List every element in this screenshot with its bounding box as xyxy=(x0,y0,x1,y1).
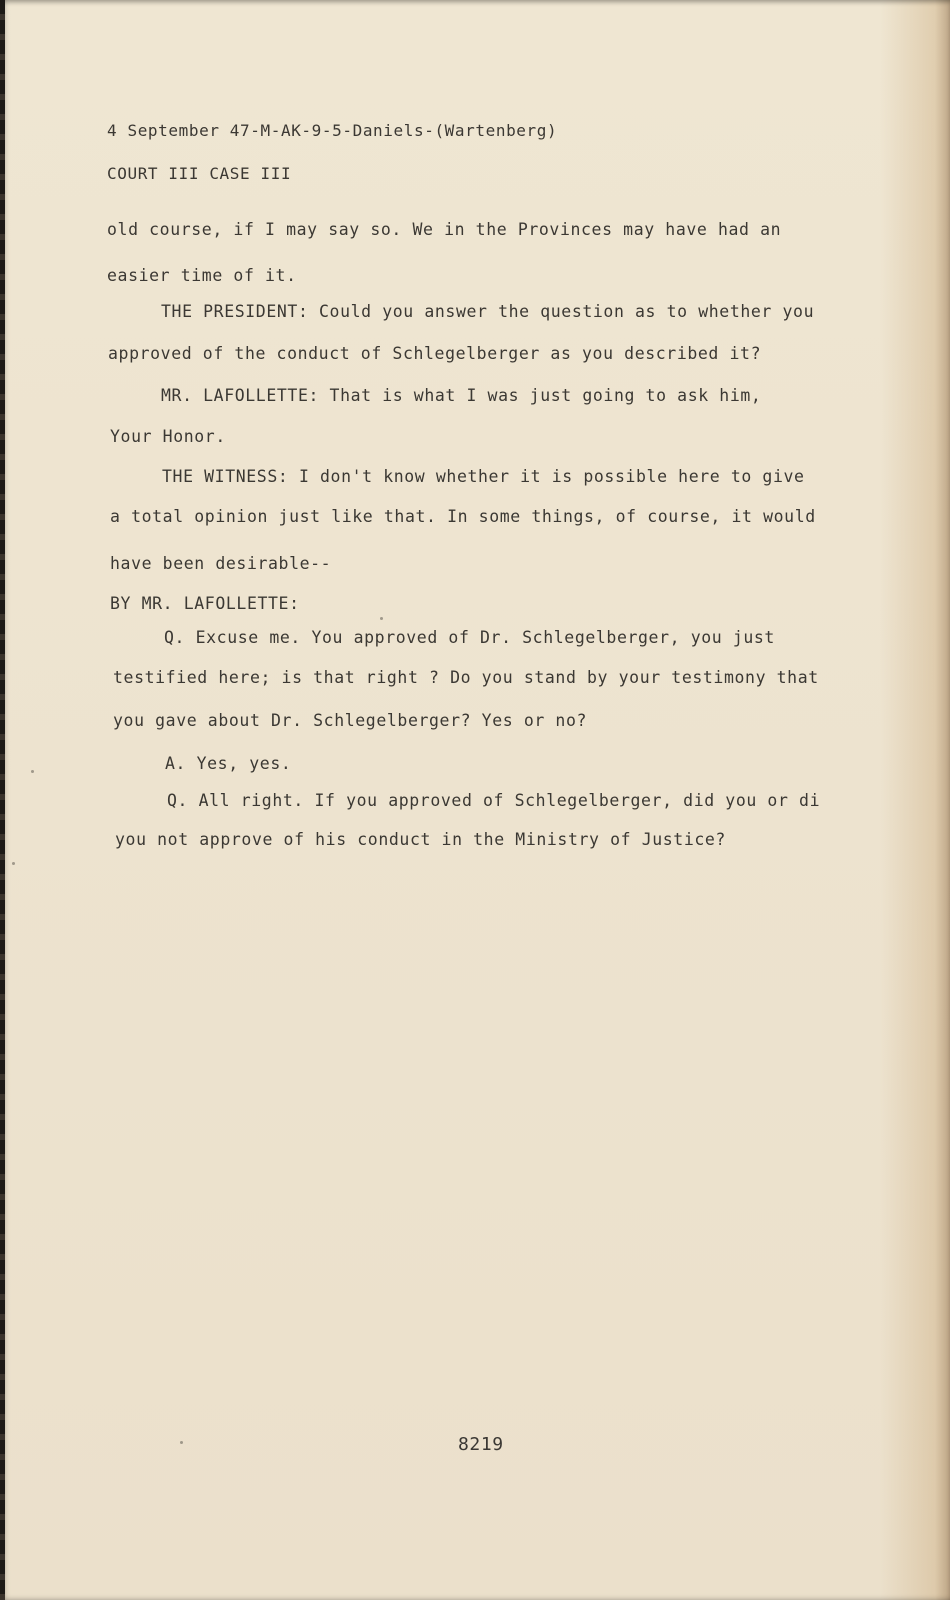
body-line: Your Honor. xyxy=(110,427,226,446)
body-line: A. Yes, yes. xyxy=(165,754,292,773)
binding-edge xyxy=(0,0,5,1600)
paper-speck xyxy=(31,770,34,773)
paper-speck xyxy=(380,617,383,620)
page-number: 8219 xyxy=(458,1434,504,1455)
body-line: Q. Excuse me. You approved of Dr. Schlegelberger, you just xyxy=(164,628,775,647)
body-line: MR. LAFOLLETTE: That is what I was just going to ask him, xyxy=(161,386,762,405)
body-line: you not approve of his conduct in the Ministry of Justice? xyxy=(115,830,726,849)
body-line: have been desirable-- xyxy=(110,554,332,573)
body-line: a total opinion just like that. In some things, of course, it would xyxy=(110,507,816,526)
body-line: easier time of it. xyxy=(107,266,297,285)
body-line: Q. All right. If you approved of Schlegelberger, did you or di xyxy=(167,791,821,810)
paper-speck xyxy=(12,862,15,865)
header-court-line: COURT III CASE III xyxy=(107,164,292,183)
body-line: you gave about Dr. Schlegelberger? Yes or no? xyxy=(113,711,588,730)
body-line: approved of the conduct of Schlegelberger as you described it? xyxy=(108,344,762,363)
body-line: testified here; is that right ? Do you stand by your testimony that xyxy=(113,668,819,687)
body-line: BY MR. LAFOLLETTE: xyxy=(110,594,300,613)
header-date-line: 4 September 47-M-AK-9-5-Daniels-(Wartenberg) xyxy=(107,121,558,140)
body-line: old course, if I may say so. We in the Provinces may have had an xyxy=(107,220,782,239)
paper-speck xyxy=(180,1441,183,1444)
body-line: THE WITNESS: I don't know whether it is possible here to give xyxy=(162,467,805,486)
body-line: THE PRESIDENT: Could you answer the question as to whether you xyxy=(161,302,815,321)
